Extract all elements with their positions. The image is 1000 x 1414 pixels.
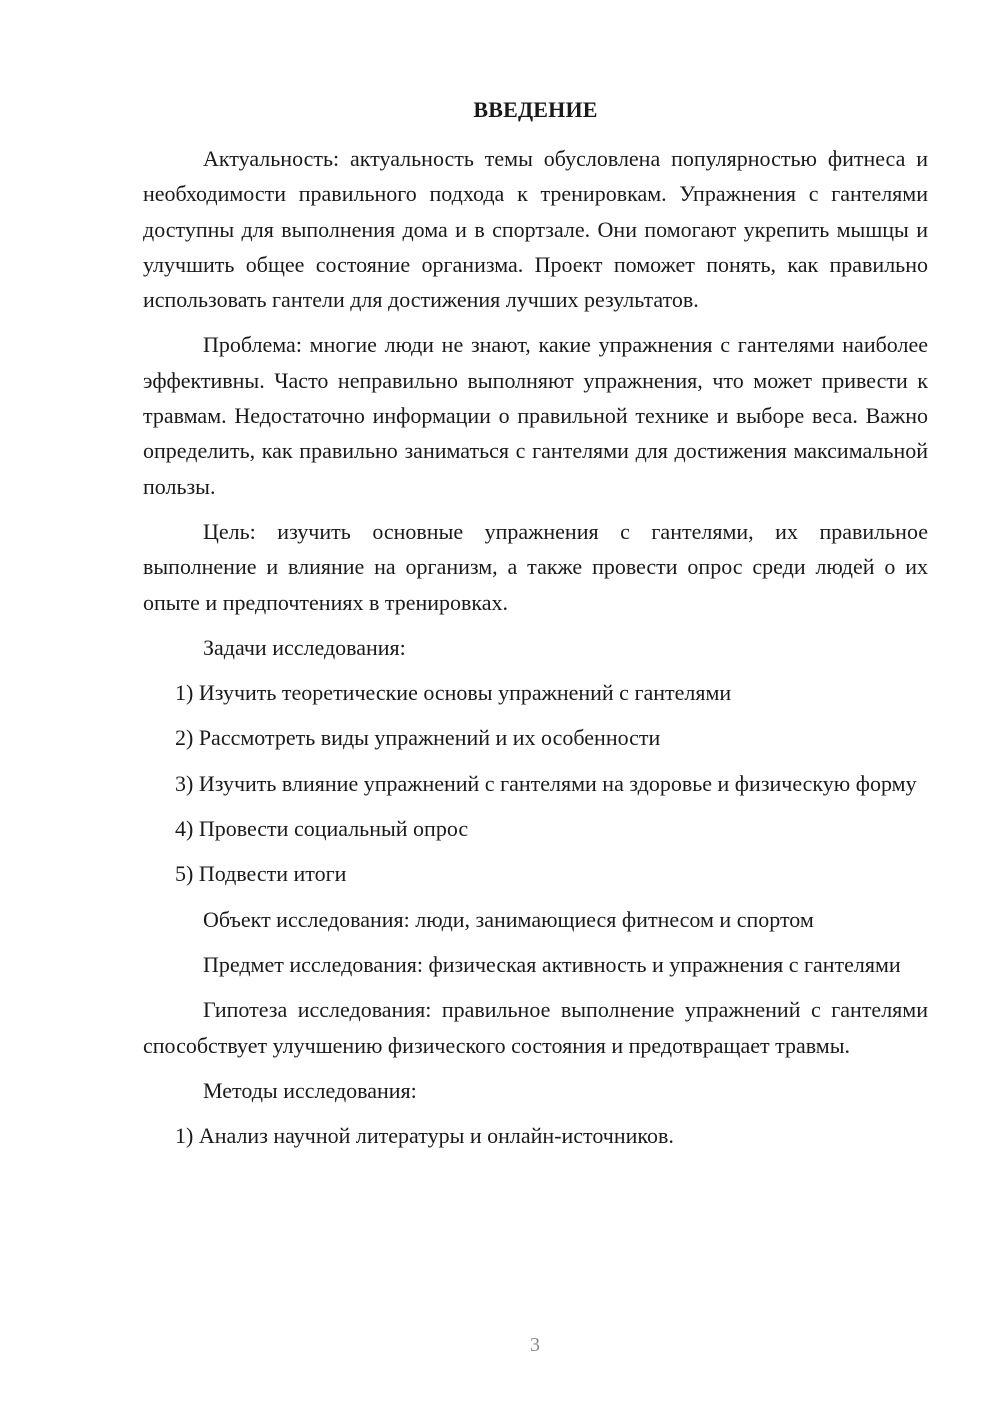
problem-paragraph: Проблема: многие люди не знают, какие упражнения с гантелями наиболее эффективны. Часто неправильно выполняют упражнения, что может привести к травмам. Недостаточно информации о правильной технике и выборе веса. Важно определить, как правильно заниматься с гантелями для достижения максимальной пользы.	[143, 332, 928, 499]
goal-paragraph: Цель: изучить основные упражнения с гантелями, их правильное выполнение и влияние на организм, а также провести опрос среди людей о их опыте и предпочтениях в тренировках.	[143, 518, 928, 615]
task-item-3: 3) Изучить влияние упражнений с гантелями на здоровье и физическую форму	[175, 770, 917, 796]
hypothesis-paragraph: Гипотеза исследования: правильное выполнение упражнений с гантелями способствует улучшению физического состояния и предотвращает травмы.	[143, 997, 928, 1058]
page-number: 3	[530, 1334, 540, 1356]
task-item-1: 1) Изучить теоретические основы упражнений с гантелями	[175, 680, 732, 706]
relevance-paragraph: Актуальность: актуальность темы обусловлена популярностью фитнеса и необходимости правильного подхода к тренировкам. Упражнения с гантелями доступны для выполнения дома и в спортзале. Они помогают укрепить мышцы и улучшить общее состояние организма. Проект поможет понять, как правильно использовать гантели для достижения лучших результатов.	[143, 146, 928, 313]
section-heading: ВВЕДЕНИЕ	[473, 97, 598, 122]
method-item-1: 1) Анализ научной литературы и онлайн-источников.	[175, 1123, 674, 1149]
subject-paragraph: Предмет исследования: физическая активность и упражнения с гантелями	[203, 951, 901, 977]
object-paragraph: Объект исследования: люди, занимающиеся фитнесом и спортом	[203, 906, 814, 932]
document-page	[143, 92, 928, 1163]
task-item-5: 5) Подвести итоги	[175, 861, 347, 887]
tasks-title: Задачи исследования:	[203, 634, 406, 660]
task-item-4: 4) Провести социальный опрос	[175, 816, 469, 842]
task-item-2: 2) Рассмотреть виды упражнений и их особенности	[175, 725, 661, 751]
methods-title: Методы исследования:	[203, 1077, 417, 1103]
